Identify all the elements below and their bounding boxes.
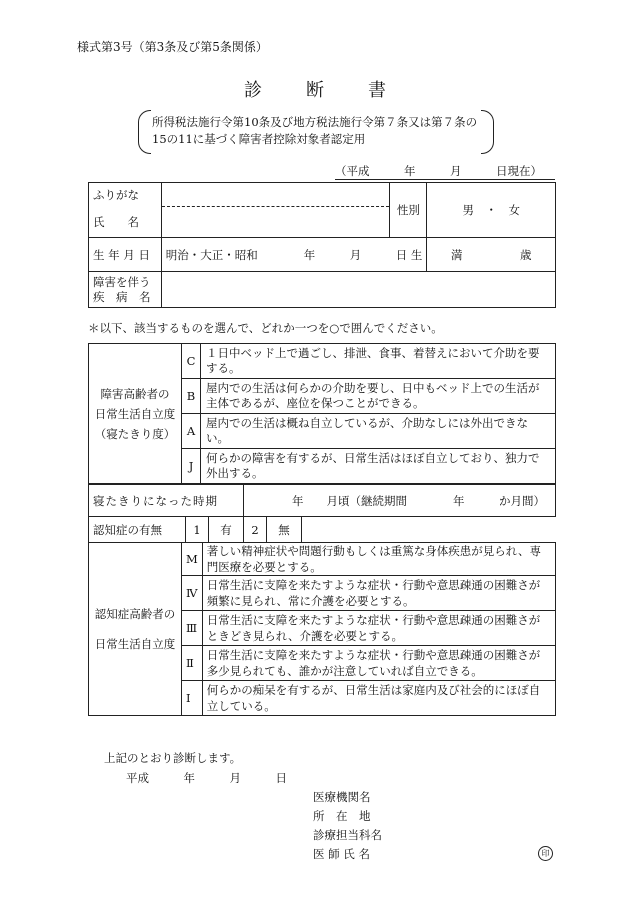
name-label: 氏 名 [89,207,162,238]
sex-label: 性別 [390,183,427,238]
dob-field[interactable]: 明治・大正・昭和 年 月 日 生 [161,238,427,272]
grade-j[interactable]: J [182,449,201,484]
dementia-opt1-label[interactable]: 有 [209,517,244,543]
dementia-table [88,542,556,716]
purpose-line-1: 所得税法施行令第10条及び地方税法施行令第７条又は第７条の [152,115,478,129]
bedridden-label: 障害高齢者の 日常生活自立度 （寝たきり度） [89,344,182,484]
dementia-opt2-num[interactable]: 2 [244,517,267,543]
grade-ii[interactable]: Ⅱ [182,646,203,681]
bedridden-since-label: 寝たきりになった時期 [89,485,244,517]
desc-iv: 日常生活に支障を来たすような症状・行動や意思疎通の困難さが頻繁に見られ、常に介護を必要とする。 [202,576,555,611]
document-title: 診 断 書 [244,80,386,101]
grade-iii[interactable]: Ⅲ [182,611,203,646]
grade-a[interactable]: A [182,414,201,449]
desc-ii: 日常生活に支障を来たすような症状・行動や意思疎通の困難さが多少見られても、誰かが注意していれば自立できる。 [202,646,555,681]
dementia-opt2-label[interactable]: 無 [267,517,302,543]
bedridden-table [88,343,556,484]
grade-b[interactable]: B [182,379,201,414]
disease-field[interactable] [161,272,555,308]
dementia-presence-table [88,516,302,543]
age-field[interactable]: 満 歳 [427,238,556,272]
name-field[interactable] [161,207,390,238]
address-label: 所 在 地 [313,809,371,823]
bracket-right [481,110,494,154]
personal-info-table [88,182,556,308]
department-label: 診療担当科名 [313,828,382,842]
desc-b: 屋内での生活は何らかの介助を要し、日中もベッド上での生活が主体であるが、座位を保つことができる。 [201,379,556,414]
seal-icon: 印 [538,846,553,861]
grade-c[interactable]: C [182,344,201,379]
dementia-presence-label: 認知症の有無 [89,517,186,543]
sex-field[interactable]: 男 ・ 女 [427,183,556,238]
dob-label: 生 年 月 日 [89,238,162,272]
grade-i[interactable]: Ⅰ [182,681,203,716]
date-status: （平成 年 月 日現在） [335,163,555,180]
dementia-label: 認知症高齢者の 日常生活自立度 [89,543,182,716]
desc-iii: 日常生活に支障を来たすような症状・行動や意思疎通の困難さがときどき見られ、介護を必要とする。 [202,611,555,646]
desc-m: 著しい精神症状や問題行動もしくは重篤な身体疾患が見られ、専門医療を必要とする。 [202,543,555,576]
furigana-field[interactable] [161,183,390,207]
instruction-note: ＊以下、該当するものを選んで、どれか一つを○で囲んでください。 [88,321,443,335]
purpose-box [138,110,494,152]
grade-m[interactable]: M [182,543,203,576]
desc-a: 屋内での生活は概ね自立しているが、介助なしには外出できない。 [201,414,556,449]
desc-j: 何らかの障害を有するが、日常生活はほぼ自立しており、独力で外出する。 [201,449,556,484]
institution-label: 医療機関名 [313,790,371,804]
dementia-opt1-num[interactable]: 1 [186,517,209,543]
desc-i: 何らかの痴呆を有するが、日常生活は家庭内及び社会的にほぼ自立している。 [202,681,555,716]
grade-iv[interactable]: Ⅳ [182,576,203,611]
disease-label: 障害を伴う 疾 病 名 [89,272,162,308]
furigana-label: ふりがな [89,183,162,207]
form-number: 様式第3号（第3条及び第5条関係） [77,40,268,54]
purpose-line-2: 15の11に基づく障害者控除対象者認定用 [152,132,366,146]
desc-c: １日中ベッド上で過ごし、排泄、食事、着替えにおいて介助を要する。 [201,344,556,379]
diagnosis-date[interactable]: 平成 年 月 日 [126,771,287,785]
doctor-label: 医 師 氏 名 [313,847,370,861]
statement: 上記のとおり診断します。 [104,751,242,765]
bedridden-since-table [88,484,556,517]
bedridden-since-field[interactable]: 年 月頃（継続期間 年 か月間） [244,485,556,517]
bracket-left [138,110,151,154]
